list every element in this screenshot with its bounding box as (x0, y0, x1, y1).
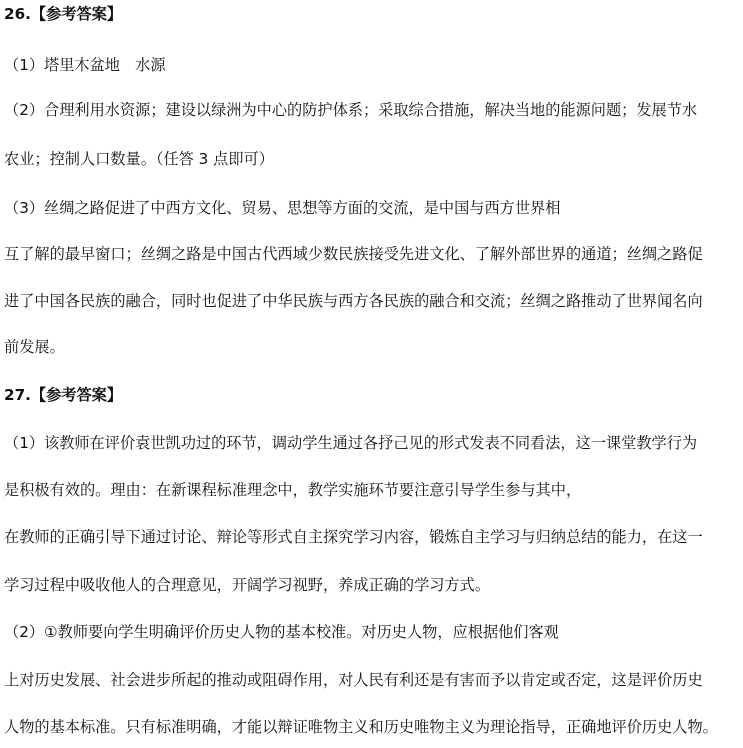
q27-part1-line3: 在教师的正确引导下通过讨论、辩论等形式自主探究学习内容，锻炼自主学习与归纳总结的能力，在这一 (4, 528, 703, 546)
q27-part2-line1: （2）①教师要向学生明确评价历史人物的基本校准。对历史人物，应根据他们客观 (4, 623, 559, 641)
q27-part2-line3: 人物的基本标准。只有标准明确，才能以辩证唯物主义和历史唯物主义为理论指导，正确地评价历史人物。 (4, 718, 718, 736)
q26-heading: 26.【参考答案】 (4, 5, 123, 23)
q27-part1-line4: 学习过程中吸收他人的合理意见，开阔学习视野，养成正确的学习方式。 (4, 576, 490, 594)
q27-part2-line2: 上对历史发展、社会进步所起的推动或阻碍作用，对人民有利还是有害而予以肯定或否定，这是评价历史 (4, 671, 703, 689)
q27-part1-line1: （1）该教师在评价袁世凯功过的环节，调动学生通过各抒己见的形式发表不同看法，这一课堂教学行为 (4, 434, 698, 452)
q27-heading: 27.【参考答案】 (4, 386, 123, 404)
q26-part3-line1: （3）丝绸之路促进了中西方文化、贸易、思想等方面的交流，是中国与西方世界相 (4, 199, 561, 217)
q26-part1: （1）塔里木盆地 水源 (4, 56, 166, 74)
q26-part3-line2: 互了解的最早窗口；丝绸之路是中国古代西域少数民族接受先进文化、了解外部世界的通道；丝绸之路促 (4, 245, 703, 263)
q26-part3-line3: 进了中国各民族的融合，同时也促进了中华民族与西方各民族的融合和交流；丝绸之路推动了世界闻名向 (4, 292, 703, 310)
q27-part1-line2: 是积极有效的。理由：在新课程标准理念中，教学实施环节要注意引导学生参与其中， (4, 481, 582, 499)
q26-part3-line4: 前发展。 (4, 338, 65, 356)
q26-part2-line2: 农业；控制人口数量。（任答 3 点即可） (4, 150, 274, 168)
q26-part2-line1: （2）合理利用水资源；建设以绿洲为中心的防护体系；采取综合措施，解决当地的能源问题；发展节水 (4, 101, 698, 119)
